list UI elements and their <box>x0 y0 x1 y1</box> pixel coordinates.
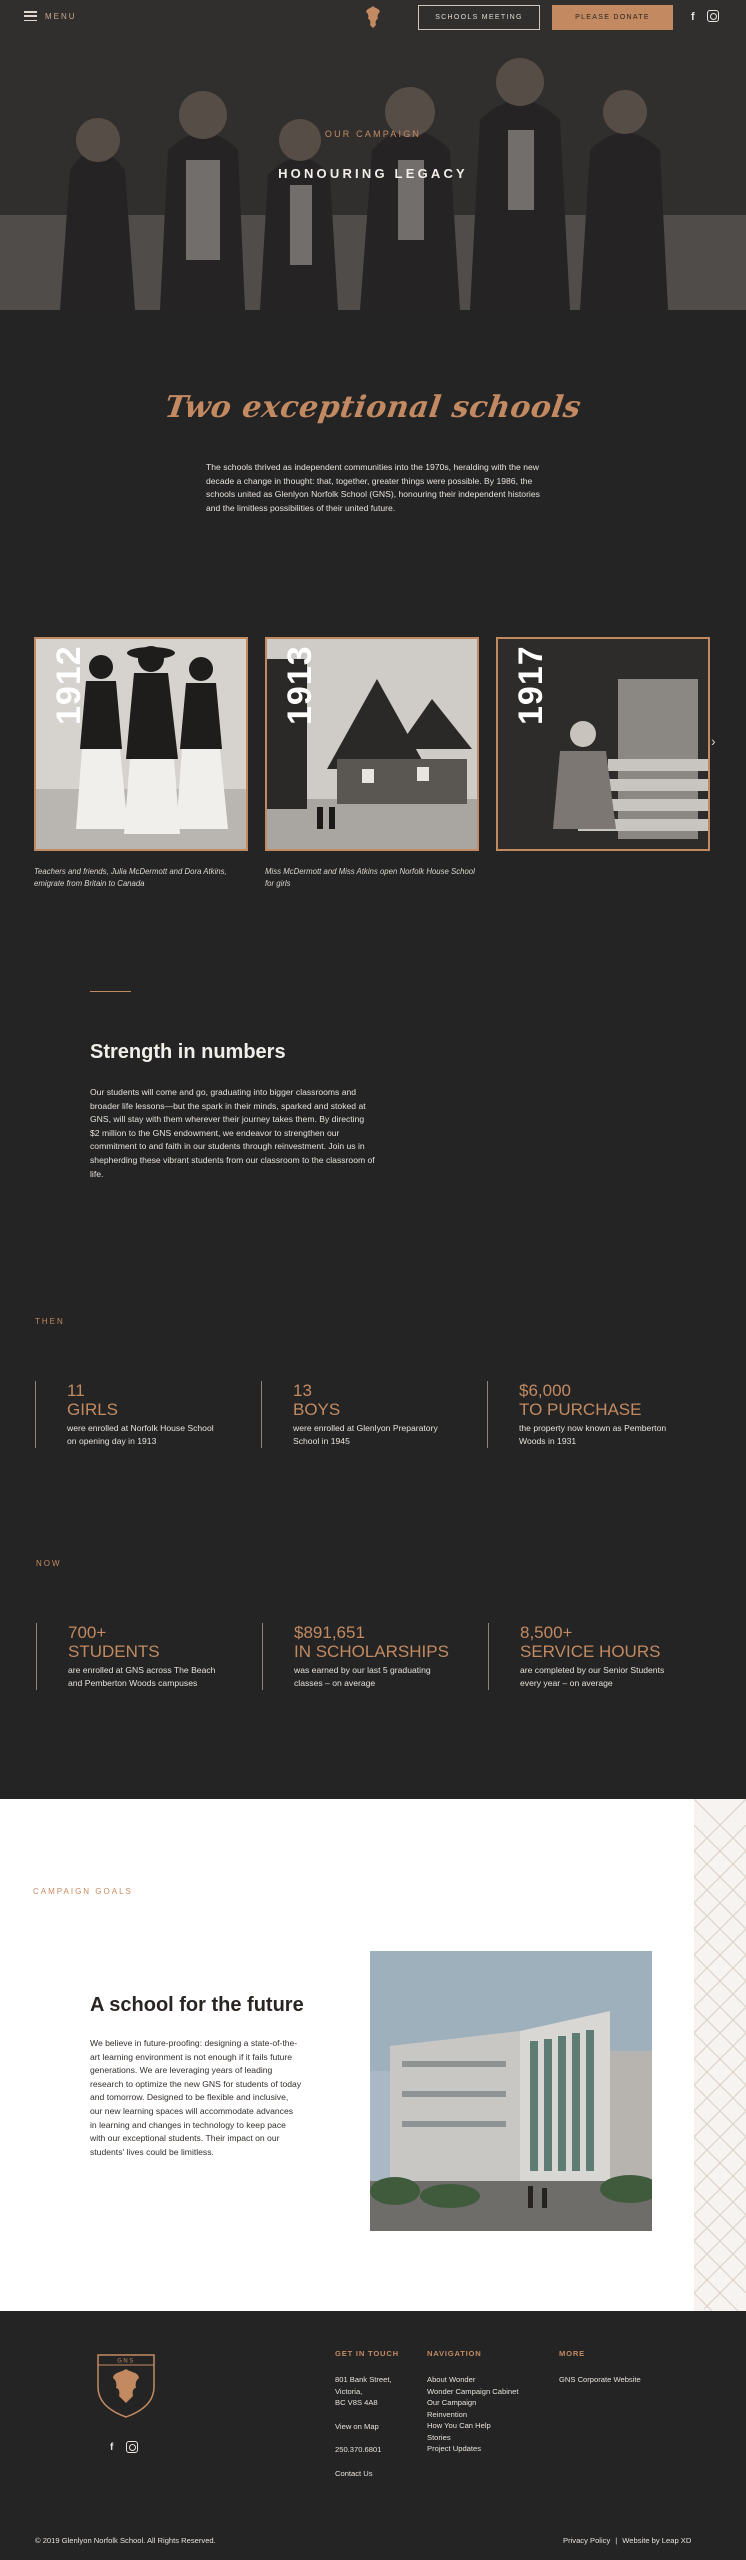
stat-now-scholarships <box>262 1623 462 1690</box>
menu-button[interactable] <box>24 11 77 21</box>
privacy-policy-link[interactable]: Privacy Policy <box>563 2536 611 2545</box>
schools-meeting-button[interactable]: SCHOOLS MEETING <box>418 5 540 30</box>
corporate-website-link[interactable]: GNS Corporate Website <box>559 2375 641 2384</box>
top-navigation-bar <box>0 0 746 36</box>
stat-label: IN SCHOLARSHIPS <box>294 1642 449 1661</box>
stat-number: 13 <box>293 1381 312 1400</box>
footer-nav-link[interactable]: Stories <box>427 2432 451 2442</box>
phone-link[interactable]: 250.370.6801 <box>335 2445 382 2454</box>
facebook-icon[interactable]: f <box>110 2442 114 2453</box>
section-divider <box>90 991 131 992</box>
then-label: THEN <box>35 1317 65 1326</box>
chevron-right-icon[interactable]: › <box>711 733 716 749</box>
hero-title: HONOURING LEGACY <box>278 166 468 181</box>
stat-number: 8,500+ <box>520 1623 573 1642</box>
navigation-heading: NAVIGATION <box>427 2349 482 2358</box>
timeline-year: 1917 <box>512 645 550 725</box>
contact-us-link[interactable]: Contact Us <box>335 2468 373 2478</box>
more-heading: MORE <box>559 2349 585 2358</box>
instagram-icon[interactable] <box>126 2441 138 2453</box>
goals-title: A school for the future <box>90 1994 304 2016</box>
stat-label: TO PURCHASE <box>519 1400 642 1419</box>
timeline-caption: Teachers and friends, Julia McDermott and Dora Atkins, emigrate from Britain to Canada <box>34 867 227 888</box>
stat-then-boys <box>261 1381 461 1448</box>
donate-button[interactable]: PLEASE DONATE <box>552 5 673 30</box>
stat-then-purchase <box>487 1381 687 1448</box>
goals-paragraph: We believe in future-proofing: designing a state-of-the-art learning environment is not enough if it fails future generations. We are leveraging years of leading research to optimize the new GNS for students of today and tomorrow. Designed to be flexible and inclusive, our new learning spaces will accommodate advances in learning and changes in technology to keep pace with our exceptional students. Their impact on our students' lives could be limitless. <box>90 2038 302 2157</box>
hero-banner <box>0 0 746 310</box>
future-school-rendering <box>370 1951 652 2231</box>
stat-description: was earned by our last 5 graduating classes – on average <box>294 1665 431 1688</box>
school-crest-logo[interactable] <box>363 5 383 29</box>
stat-number: 700+ <box>68 1623 107 1642</box>
address-line: Victoria, <box>335 2386 363 2396</box>
hero-eyebrow: OUR CAMPAIGN <box>324 129 422 139</box>
timeline-card-1912[interactable] <box>34 637 248 851</box>
stat-number: $891,651 <box>294 1623 365 1642</box>
copyright-text: © 2019 Glenlyon Norfolk School. All Rights Reserved. <box>35 2536 216 2545</box>
legal-links <box>563 2536 691 2545</box>
more-column <box>559 2374 641 2386</box>
stat-number: 11 <box>67 1381 85 1400</box>
timeline-card-1913[interactable] <box>265 637 479 851</box>
footer-nav-link[interactable]: Wonder Campaign Cabinet <box>427 2386 519 2396</box>
site-footer <box>0 2311 746 2560</box>
stat-number: $6,000 <box>519 1381 571 1400</box>
stat-label: BOYS <box>293 1400 341 1419</box>
footer-nav-link[interactable]: Project Updates <box>427 2444 482 2453</box>
footer-nav-link[interactable]: How You Can Help <box>427 2421 491 2430</box>
campaign-goals-section <box>0 1799 746 2311</box>
timeline-year: 1912 <box>50 645 88 725</box>
get-in-touch-heading: GET IN TOUCH <box>335 2349 399 2358</box>
stat-description: are enrolled at GNS across The Beach and Pemberton Woods campuses <box>68 1665 216 1688</box>
stat-description: the property now known as Pemberton Woods in 1931 <box>519 1423 667 1446</box>
stat-now-service-hours <box>488 1623 688 1690</box>
stat-description: were enrolled at Glenlyon Preparatory School in 1945 <box>293 1423 438 1446</box>
stat-description: were enrolled at Norfolk House School on opening day in 1913 <box>67 1423 214 1446</box>
footer-nav-link[interactable]: About Wonder <box>427 2375 476 2384</box>
strength-paragraph: Our students will come and go, graduating into bigger classrooms and broader life lessons—but the spark in their minds, sparked and stoked at GNS, will stay with them wherever their journey takes them. By directing $2 million to the GNS endowment, we endeavor to strengthen our commitment to and faith in our students through reinvestment. Join us in shepherding these vibrant students from our classroom to the classroom of life. <box>90 1087 375 1179</box>
timeline-year: 1913 <box>281 645 319 725</box>
stat-then-girls <box>35 1381 235 1448</box>
now-label: NOW <box>36 1559 62 1568</box>
address-line: 801 Bank Street, <box>335 2375 392 2384</box>
hero-overlay <box>0 0 746 310</box>
hamburger-icon <box>24 11 37 21</box>
instagram-icon[interactable] <box>707 10 719 22</box>
two-schools-title: Two exceptional schools <box>162 390 584 425</box>
stat-label: GIRLS <box>67 1400 119 1419</box>
address-line: BC V8S 4A8 <box>335 2398 378 2407</box>
crest-lettering: GNS <box>117 2358 135 2365</box>
navigation-column <box>427 2374 518 2455</box>
stat-now-students <box>36 1623 236 1690</box>
school-crest-logo[interactable] <box>94 2347 158 2419</box>
contact-column <box>335 2374 392 2479</box>
stat-label: SERVICE HOURS <box>520 1642 661 1661</box>
website-credit-link[interactable]: Website by Leap XD <box>622 2536 692 2545</box>
separator: | <box>615 2536 618 2545</box>
stat-label: STUDENTS <box>68 1642 160 1661</box>
menu-label: MENU <box>45 11 77 21</box>
timeline-card-1917[interactable] <box>496 637 710 851</box>
facebook-icon[interactable]: f <box>691 11 695 23</box>
footer-nav-link[interactable]: Our Campaign <box>427 2398 477 2407</box>
timeline-caption: Miss McDermott and Miss Atkins open Norfolk House School for girls <box>265 867 475 888</box>
stat-description: are completed by our Senior Students every year – on average <box>520 1665 665 1688</box>
view-on-map-link[interactable]: View on Map <box>335 2421 379 2431</box>
intro-paragraph: The schools thrived as independent communities into the 1970s, heralding with the new decade a change in thought: that, together, greater things were possible. By 1986, the schools united as Glenlyon Norfolk School (GNS), honouring their independent histories and the limitless possibilities of their united future. <box>206 462 540 513</box>
strength-title: Strength in numbers <box>90 1041 286 1063</box>
decorative-pattern <box>694 1799 746 2311</box>
campaign-goals-label: CAMPAIGN GOALS <box>33 1887 133 1896</box>
footer-nav-link[interactable]: Reinvention <box>427 2409 468 2419</box>
